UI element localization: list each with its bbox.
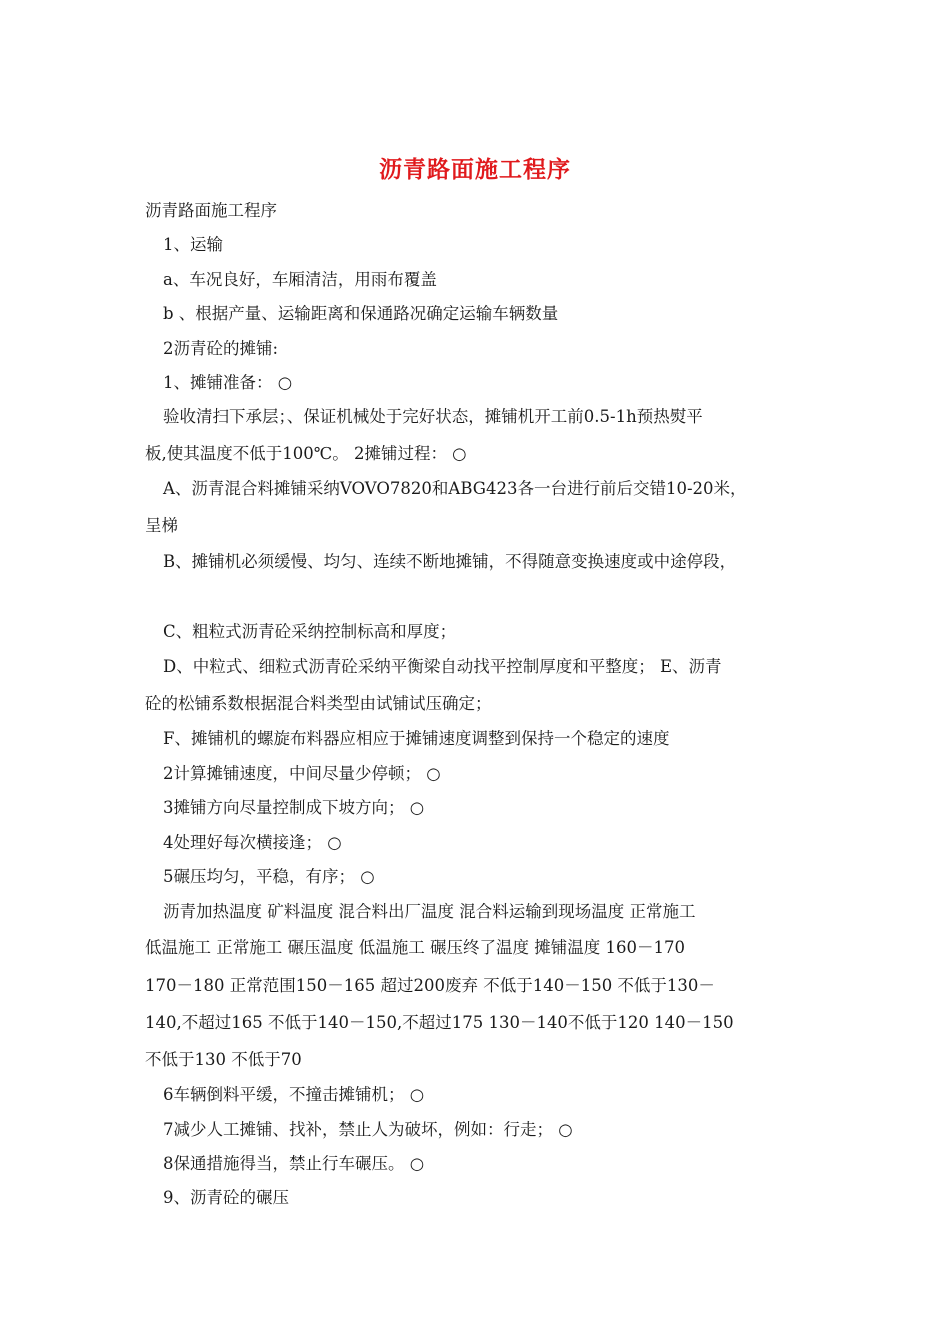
paragraph-line: 6车辆倒料平缓，不撞击摊铺机； ○ — [163, 1085, 425, 1104]
paragraph-line: 7减少人工摊铺、找补，禁止人为破坏，例如：行走； ○ — [163, 1120, 573, 1139]
paragraph-line: a、车况良好，车厢清洁，用雨布覆盖 — [163, 270, 437, 289]
paragraph-line: 砼的松铺系数根据混合料类型由试铺试压确定； — [145, 694, 492, 713]
paragraph-line: 8保通措施得当，禁止行车碾压。 ○ — [163, 1154, 425, 1173]
paragraph-line: 5碾压均匀，平稳，有序； ○ — [163, 867, 375, 886]
paragraph-line: 1、运输 — [163, 235, 223, 254]
paragraph-line: 呈梯 — [145, 516, 178, 535]
paragraph-line: b 、根据产量、运输距离和保通路况确定运输车辆数量 — [163, 304, 559, 323]
paragraph-line: F、摊铺机的螺旋布料器应相应于摊铺速度调整到保持一个稳定的速度 — [163, 729, 670, 748]
paragraph-line: 沥青加热温度 矿料温度 混合料出厂温度 混合料运输到现场温度 正常施工 — [163, 902, 696, 921]
paragraph-line: 170－180 正常范围150－165 超过200废弃 不低于140－150 不低于130－ — [145, 976, 715, 995]
paragraph-line: D、中粒式、细粒式沥青砼采纳平衡梁自动找平控制厚度和平整度； E、沥青 — [163, 657, 722, 676]
paragraph-line: 2计算摊铺速度，中间尽量少停顿； ○ — [163, 764, 441, 783]
paragraph-line: 1、摊铺准备： ○ — [163, 373, 293, 392]
paragraph-line: 低温施工 正常施工 碾压温度 低温施工 碾压终了温度 摊铺温度 160－170 — [145, 938, 685, 957]
paragraph-heading: 沥青路面施工程序 — [145, 201, 277, 220]
document-title: 沥青路面施工程序 — [379, 156, 571, 183]
paragraph-line: 140,不超过165 不低于140－150,不超过175 130－140不低于120 140－150 — [145, 1013, 734, 1032]
paragraph-line: C、粗粒式沥青砼采纳控制标高和厚度； — [163, 622, 457, 641]
paragraph-line: A、沥青混合料摊铺采纳VOVO7820和ABG423各一台进行前后交错10-20米， — [163, 479, 747, 498]
paragraph-line: 板,使其温度不低于100℃。 2摊铺过程： ○ — [145, 444, 467, 463]
paragraph-line: 9、沥青砼的碾压 — [163, 1188, 289, 1207]
paragraph-line: 4处理好每次横接逢； ○ — [163, 833, 342, 852]
paragraph-line: 3摊铺方向尽量控制成下坡方向； ○ — [163, 798, 425, 817]
paragraph-line: 不低于130 不低于70 — [145, 1050, 302, 1069]
paragraph-line: 2沥青砼的摊铺: — [163, 339, 279, 358]
paragraph-line: 验收清扫下承层；、保证机械处于完好状态，摊铺机开工前0.5-1h预热熨平 — [163, 407, 703, 426]
paragraph-line: B、摊铺机必须缓慢、均匀、连续不断地摊铺，不得随意变换速度或中途停段， — [163, 552, 737, 571]
